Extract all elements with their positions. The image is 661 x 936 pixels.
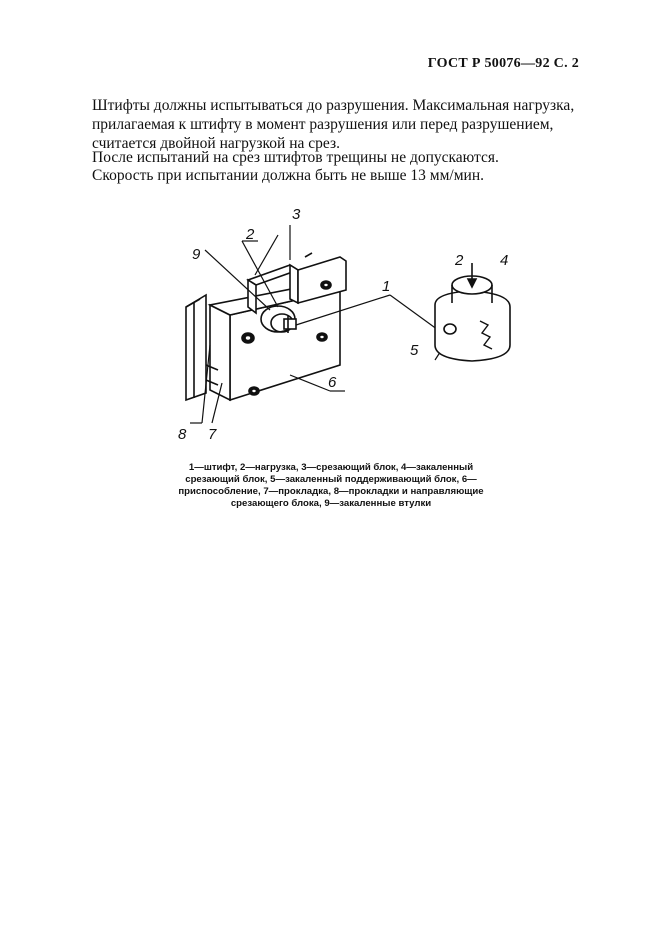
label-1: 1	[382, 278, 391, 295]
label-4: 4	[500, 252, 509, 269]
shear-block-detail	[435, 263, 510, 361]
figure-caption: 1—штифт, 2—нагрузка, 3—срезающий блок, 4—закаленный срезающий блок, 5—закаленный поддерживающий блок, 6—приспособление, 7—прокладка, 8—прокладки и направляющие срезающего блока, 9—закаленные втулки	[178, 462, 484, 509]
paragraph-test-speed: Скорость при испытании должна быть не выше 13 мм/мин.	[92, 167, 485, 184]
paragraph-test-to-failure: Штифты должны испытываться до разрушения. Максимальная нагрузка, прилагаемая к штифту в момент разрушения или перед разрушением, считается двойной нагрузкой на срез.	[92, 97, 575, 152]
label-8: 8	[178, 426, 187, 443]
shear-test-fixture-drawing	[150, 195, 550, 455]
fixture-block	[186, 253, 346, 400]
document-header: ГОСТ Р 50076—92 С. 2	[427, 56, 579, 71]
label-7: 7	[208, 426, 217, 443]
label-2-fixture: 2	[246, 226, 255, 243]
label-2-detail: 2	[455, 252, 464, 269]
paragraph-no-cracks: После испытаний на срез штифтов трещины не допускаются.	[92, 149, 499, 166]
label-9: 9	[192, 246, 201, 263]
label-3: 3	[292, 206, 301, 223]
label-5: 5	[410, 342, 419, 359]
label-6: 6	[328, 374, 337, 391]
